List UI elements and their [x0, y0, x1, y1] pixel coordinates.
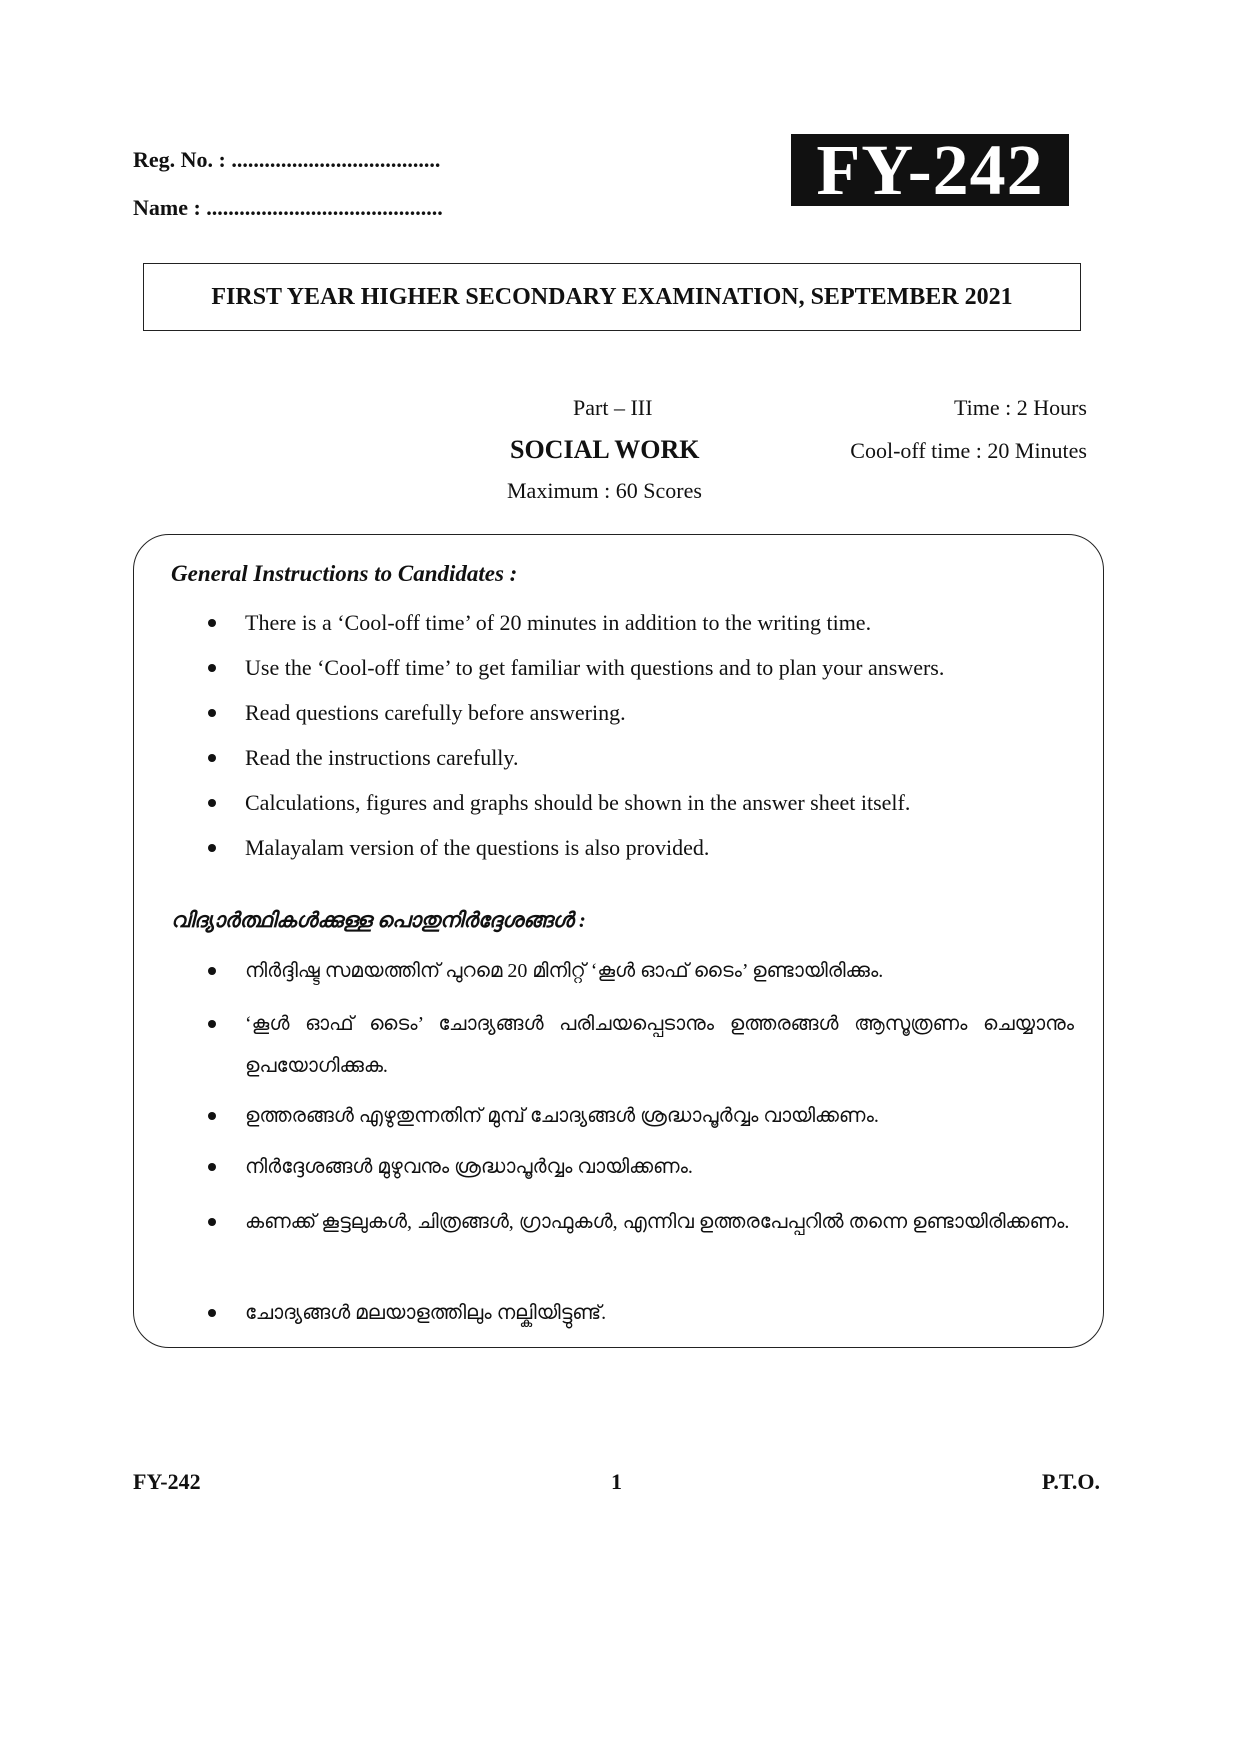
list-item	[208, 743, 1078, 788]
instruction-text: നിർദ്ദിഷ്ട സമയത്തിന് പുറമെ 20 മിനിറ്റ് ‘കൂൾ ഓഫ് ടൈം’ ഉണ്ടായിരിക്കും.	[245, 960, 884, 982]
instruction-text: Use the ‘Cool-off time’ to get familiar with questions and to plan your answers.	[245, 655, 945, 680]
list-item	[208, 698, 1078, 743]
list-item	[208, 1003, 1074, 1087]
footer-paper-code: FY-242	[133, 1469, 201, 1494]
instruction-text: Calculations, figures and graphs should be shown in the answer sheet itself.	[245, 790, 911, 815]
instructions-list-en	[208, 608, 1078, 878]
bullet-icon	[208, 664, 216, 672]
list-item	[208, 1095, 1074, 1137]
paper-code-badge: FY-242	[791, 134, 1069, 206]
bullet-icon	[208, 1309, 216, 1317]
name-field: Name : ...........................................	[133, 195, 443, 220]
time-allowed: Time : 2 Hours	[953, 395, 1087, 420]
paper-part: Part – III	[573, 395, 653, 420]
bullet-icon	[208, 709, 216, 717]
instruction-text: Malayalam version of the questions is also provided.	[245, 835, 710, 860]
bullet-icon	[208, 1020, 216, 1028]
bullet-icon	[208, 754, 216, 762]
bullet-icon	[208, 1163, 216, 1171]
instruction-text: നിർദ്ദേശങ്ങൾ മുഴുവനും ശ്രദ്ധാപൂർവ്വം വായിക്കണം.	[245, 1156, 693, 1178]
list-item	[208, 1292, 1074, 1334]
maximum-scores: Maximum : 60 Scores	[507, 478, 702, 503]
page-number: 1	[611, 1469, 622, 1494]
please-turn-over: P.T.O.	[1041, 1469, 1100, 1494]
list-item	[208, 788, 1078, 833]
exam-title: FIRST YEAR HIGHER SECONDARY EXAMINATION, SEPTEMBER 2021	[211, 283, 1013, 310]
list-item	[208, 1201, 1074, 1243]
list-item	[208, 833, 1078, 878]
instruction-text: ചോദ്യങ്ങൾ മലയാളത്തിലും നല്കിയിട്ടുണ്ട്.	[245, 1302, 607, 1324]
instruction-text: Read the instructions carefully.	[245, 745, 519, 770]
list-item	[208, 950, 1074, 992]
paper-subject: SOCIAL WORK	[510, 435, 700, 464]
instruction-text: കണക്ക് കൂട്ടലുകൾ, ചിത്രങ്ങൾ, ഗ്രാഫുകൾ, എന്നിവ ഉത്തരപേപ്പറിൽ തന്നെ ഉണ്ടായിരിക്കണം.	[245, 1211, 1070, 1233]
instructions-heading-ml: വിദ്യാർത്ഥികൾക്കുള്ള പൊതുനിർദ്ദേശങ്ങൾ :	[171, 908, 586, 932]
cool-off-time: Cool-off time : 20 Minutes	[850, 438, 1087, 463]
instruction-text: ഉത്തരങ്ങൾ എഴുതുന്നതിന് മുമ്പ് ചോദ്യങ്ങൾ ശ്രദ്ധാപൂർവ്വം വായിക്കണം.	[245, 1105, 879, 1127]
instructions-heading-en: General Instructions to Candidates :	[171, 561, 518, 586]
list-item	[208, 608, 1078, 653]
exam-title-box	[143, 263, 1081, 331]
bullet-icon	[208, 844, 216, 852]
list-item	[208, 1146, 1074, 1188]
bullet-icon	[208, 619, 216, 627]
instruction-text: ‘കൂൾ ഓഫ് ടൈം’ ചോദ്യങ്ങൾ പരിചയപ്പെടാനും ഉത്തരങ്ങൾ ആസൂത്രണം ചെയ്യാനും ഉപയോഗിക്കുക.	[245, 1013, 1074, 1077]
bullet-icon	[208, 1112, 216, 1120]
bullet-icon	[208, 1218, 216, 1226]
reg-no-field: Reg. No. : ......................................	[133, 147, 441, 172]
bullet-icon	[208, 967, 216, 975]
list-item	[208, 653, 1078, 698]
instruction-text: There is a ‘Cool-off time’ of 20 minutes in addition to the writing time.	[245, 610, 872, 635]
instruction-text: Read questions carefully before answering.	[245, 700, 626, 725]
bullet-icon	[208, 799, 216, 807]
